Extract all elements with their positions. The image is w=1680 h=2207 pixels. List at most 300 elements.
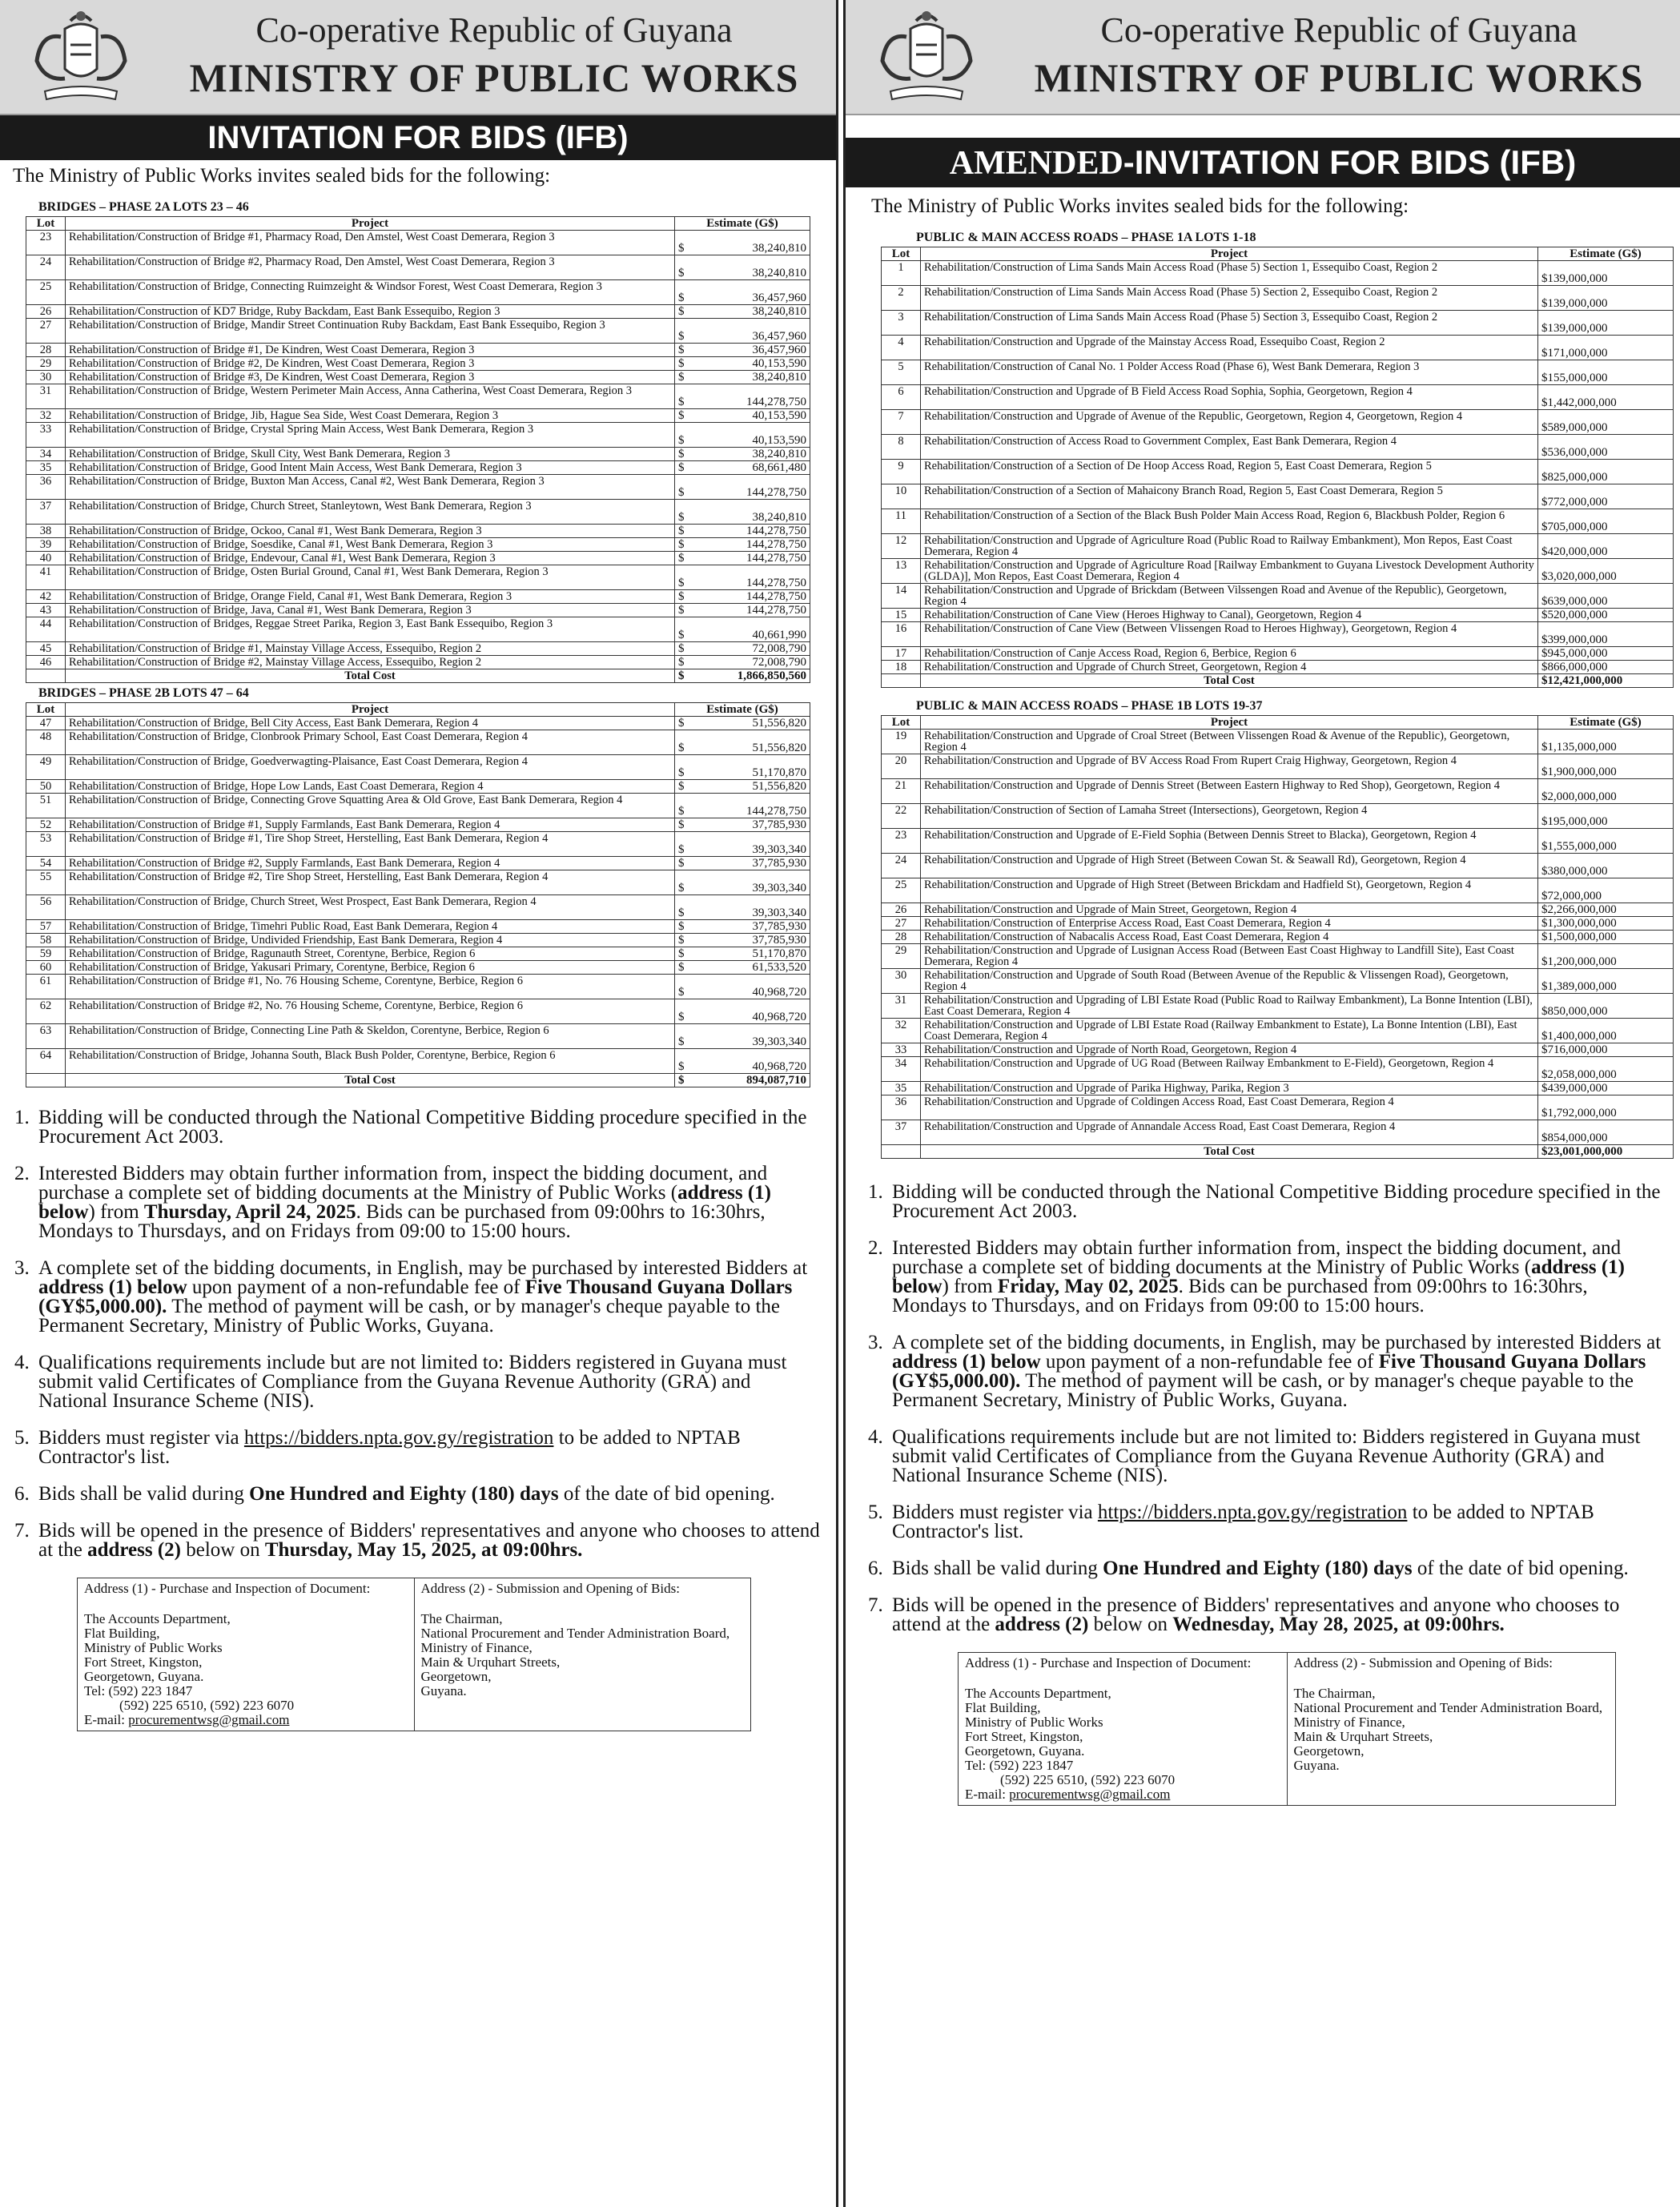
currency-symbol: $ xyxy=(678,882,685,894)
estimate-amount: $171,000,000 xyxy=(1541,347,1608,360)
lot-number: 9 xyxy=(882,460,921,484)
estimate-cell xyxy=(1538,878,1674,903)
note-text-part: below on xyxy=(181,1539,265,1561)
currency-symbol: $ xyxy=(678,1074,685,1087)
currency-symbol: $ xyxy=(678,305,685,318)
estimate-cell xyxy=(1538,969,1674,994)
currency-symbol: $ xyxy=(678,656,685,669)
project-description: Rehabilitation/Construction of Bridge, Crystal Spring Main Access, West Bank Demerara, Region 3 xyxy=(66,423,675,448)
estimate-cell xyxy=(675,384,810,409)
estimate-amount: $1,135,000,000 xyxy=(1541,741,1617,754)
table-row xyxy=(882,903,1674,917)
note-3 xyxy=(868,1333,1664,1410)
lot-number: 33 xyxy=(882,1043,921,1057)
estimate-cell xyxy=(675,818,810,832)
estimate-cell xyxy=(675,305,810,319)
coat-of-arms-icon xyxy=(866,5,987,109)
estimate-amount: 38,240,810 xyxy=(752,305,806,318)
table-row xyxy=(26,305,810,319)
lot-number: 24 xyxy=(882,854,921,878)
estimate-amount: $589,000,000 xyxy=(1541,421,1608,434)
currency-symbol: $ xyxy=(678,947,685,960)
table-row xyxy=(882,917,1674,931)
table-row xyxy=(26,730,810,755)
note-text-part: Interested Bidders may obtain further information from, inspect the bidding document, and purchase a complete set of bidding documents at the Ministry of Public Works ( xyxy=(38,1163,768,1204)
estimate-cell xyxy=(675,475,810,500)
project-description: Rehabilitation/Construction of Bridge, Johanna South, Black Bush Polder, Corentyne, Berbice, Region 6 xyxy=(66,1049,675,1074)
total-cell xyxy=(675,1074,810,1087)
lot-number: 28 xyxy=(882,931,921,944)
table-row xyxy=(26,565,810,590)
lot-number: 21 xyxy=(882,779,921,804)
estimate-amount: 37,785,930 xyxy=(752,818,806,831)
estimate-cell xyxy=(675,794,810,818)
estimate-cell xyxy=(1538,1082,1674,1095)
table-row xyxy=(26,617,810,642)
lot-number: 30 xyxy=(26,371,66,384)
table-row xyxy=(26,961,810,975)
lot-number: 51 xyxy=(26,794,66,818)
lot-number: 36 xyxy=(882,1095,921,1120)
estimate-cell xyxy=(675,717,810,730)
estimate-cell xyxy=(675,552,810,565)
currency-symbol: $ xyxy=(678,961,685,974)
project-description: Rehabilitation/Construction and Upgrade of Lusignan Access Road (Between East Coast Highway to Landfill Site), East Coast Demerara, Region 4 xyxy=(921,944,1538,969)
lot-number: 64 xyxy=(26,1049,66,1074)
project-description: Rehabilitation/Construction of Bridge #2, De Kindren, West Coast Demerara, Region 3 xyxy=(66,357,675,371)
address-2-title: Address (2) - Submission and Opening of Bids: xyxy=(420,1581,680,1596)
estimate-cell xyxy=(675,461,810,475)
registration-link[interactable]: https://bidders.npta.gov.gy/registration xyxy=(1097,1501,1408,1523)
table-row xyxy=(882,410,1674,435)
table-row xyxy=(882,584,1674,609)
estimate-cell xyxy=(1538,622,1674,647)
project-description: Rehabilitation/Construction of Bridge #1, Mainstay Village Access, Essequibo, Region 2 xyxy=(66,642,675,656)
lot-number: 22 xyxy=(882,804,921,829)
estimate-cell xyxy=(675,857,810,870)
note-text-part: . Bids can be purchased from 09:00hrs to 16:30hrs, Mondays to Thursdays, and on Fridays from 09:00 to 15:00 hours. xyxy=(892,1276,1588,1317)
table-row xyxy=(26,999,810,1024)
registration-link[interactable]: https://bidders.npta.gov.gy/registration xyxy=(243,1427,554,1449)
currency-symbol: $ xyxy=(678,242,685,255)
project-description: Rehabilitation/Construction and Upgrade of High Street (Between Brickdam and Hadfield St), Georgetown, Region 4 xyxy=(921,878,1538,903)
table-row xyxy=(882,311,1674,336)
project-description: Rehabilitation/Construction of Bridge, Western Perimeter Main Access, Anna Catherina, West Coast Demerara, Region 3 xyxy=(66,384,675,409)
note-6 xyxy=(868,1559,1664,1578)
phone-line: Tel: (592) 223 1847 xyxy=(965,1758,1074,1773)
estimate-amount: $380,000,000 xyxy=(1541,865,1608,878)
total-spacer xyxy=(26,1074,66,1087)
lot-number: 55 xyxy=(26,870,66,895)
note-4 xyxy=(868,1428,1664,1485)
total-row xyxy=(882,674,1674,688)
total-spacer xyxy=(26,669,66,683)
lot-number: 32 xyxy=(26,409,66,423)
project-description: Rehabilitation/Construction and Upgrade of LBI Estate Road (Railway Embankment to Estate), La Bonne Intention (LBI), East Coast Demerara, Region 4 xyxy=(921,1019,1538,1043)
estimate-cell xyxy=(1538,609,1674,622)
lot-number: 34 xyxy=(882,1057,921,1082)
table-row xyxy=(26,755,810,780)
estimate-cell xyxy=(675,870,810,895)
lot-number: 61 xyxy=(26,975,66,999)
lot-number: 59 xyxy=(26,947,66,961)
table-row xyxy=(26,538,810,552)
project-description: Rehabilitation/Construction of Bridge #1, Pharmacy Road, Den Amstel, West Coast Demerara, Region 3 xyxy=(66,231,675,255)
currency-symbol: $ xyxy=(678,934,685,947)
estimate-cell xyxy=(675,920,810,934)
validity-period: One Hundred and Eighty (180) days xyxy=(249,1483,559,1505)
estimate-amount: $536,000,000 xyxy=(1541,446,1608,459)
address-1 xyxy=(78,1578,414,1731)
currency-symbol: $ xyxy=(678,577,685,589)
total-label: Total Cost xyxy=(921,1145,1538,1159)
note-text-part: to be added to NPTAB Contractor's list. xyxy=(38,1427,741,1468)
note-text-part: ) from xyxy=(942,1276,998,1297)
table-row xyxy=(26,255,810,280)
opening-date: Thursday, May 15, 2025, at 09:00hrs. xyxy=(264,1539,583,1561)
project-description: Rehabilitation/Construction and Upgrade of Agriculture Road (Public Road to Railway Embankment), Mon Repos, East Coast Demerara, Region 4 xyxy=(921,534,1538,559)
note-number: 4. xyxy=(868,1426,883,1448)
project-description: Rehabilitation/Construction of Bridge, Orange Field, Canal #1, West Bank Demerara, Region 3 xyxy=(66,590,675,604)
project-description: Rehabilitation/Construction of Bridge, Yakusari Primary, Corentyne, Berbice, Region 6 xyxy=(66,961,675,975)
project-description: Rehabilitation/Construction of Cane View (Heroes Highway to Canal), Georgetown, Region 4 xyxy=(921,609,1538,622)
estimate-cell xyxy=(675,344,810,357)
currency-symbol: $ xyxy=(678,907,685,919)
lot-number: 49 xyxy=(26,755,66,780)
column-divider xyxy=(836,0,846,2207)
project-description: Rehabilitation/Construction of Bridge, Endevour, Canal #1, West Bank Demerara, Region 3 xyxy=(66,552,675,565)
lot-number: 50 xyxy=(26,780,66,794)
project-description: Rehabilitation/Construction of Bridges, Reggae Street Parika, Region 3, East Bank Essequibo, Region 3 xyxy=(66,617,675,642)
table-body xyxy=(882,261,1674,688)
lot-number: 31 xyxy=(882,994,921,1019)
project-description: Rehabilitation/Construction of Bridge, Connecting Grove Squatting Area & Old Grove, East Bank Demerara, Region 4 xyxy=(66,794,675,818)
estimate-amount: 36,457,960 xyxy=(752,291,806,304)
total-row xyxy=(26,669,810,683)
table-row xyxy=(882,385,1674,410)
coat-of-arms-icon xyxy=(21,5,141,109)
currency-symbol: $ xyxy=(678,267,685,279)
estimate-amount: $399,000,000 xyxy=(1541,633,1608,646)
table-row xyxy=(26,319,810,344)
estimate-cell xyxy=(675,409,810,423)
estimate-cell xyxy=(1538,917,1674,931)
currency-symbol: $ xyxy=(678,1011,685,1023)
lot-number: 48 xyxy=(26,730,66,755)
estimate-cell xyxy=(1538,854,1674,878)
estimate-cell xyxy=(1538,647,1674,661)
estimate-amount: 51,170,870 xyxy=(752,947,806,960)
project-description: Rehabilitation/Construction and Upgrade of Avenue of the Republic, Georgetown, Region 4, Georgetown, Region 4 xyxy=(921,410,1538,435)
estimate-amount: $1,389,000,000 xyxy=(1541,980,1617,993)
estimate-amount: $139,000,000 xyxy=(1541,272,1608,285)
republic-name: Co-operative Republic of Guyana xyxy=(255,10,733,50)
note-number: 4. xyxy=(14,1352,30,1373)
left-advertisement xyxy=(0,0,836,2207)
estimate-cell xyxy=(675,975,810,999)
project-description: Rehabilitation/Construction of Bridge, Undivided Friendship, East Bank Demerara, Region 4 xyxy=(66,934,675,947)
project-description: Rehabilitation/Construction of Bridge, Skull City, West Bank Demerara, Region 3 xyxy=(66,448,675,461)
currency-symbol: $ xyxy=(678,409,685,422)
lot-number: 23 xyxy=(882,829,921,854)
lot-number: 35 xyxy=(882,1082,921,1095)
estimate-cell xyxy=(1538,754,1674,779)
lot-number: 25 xyxy=(882,878,921,903)
estimate-cell xyxy=(1538,534,1674,559)
lot-number: 11 xyxy=(882,509,921,534)
project-description: Rehabilitation/Construction and Upgrade of Church Street, Georgetown, Region 4 xyxy=(921,661,1538,674)
email-link[interactable]: procurementwsg@gmail.com xyxy=(1009,1787,1171,1802)
note-text-part: Interested Bidders may obtain further information from, inspect the bidding document, and purchase a complete set of bidding documents at the Ministry of Public Works ( xyxy=(892,1237,1622,1278)
note-text-part: upon payment of a non-refundable fee of xyxy=(187,1276,525,1298)
estimate-cell xyxy=(1538,779,1674,804)
note-number: 3. xyxy=(14,1257,30,1279)
project-description: Rehabilitation/Construction of Bridge, Good Intent Main Access, West Bank Demerara, Region 3 xyxy=(66,461,675,475)
table-body xyxy=(26,231,810,683)
currency-symbol: $ xyxy=(678,344,685,356)
address-2 xyxy=(1287,1653,1616,1805)
lot-number: 54 xyxy=(26,857,66,870)
estimate-cell xyxy=(675,832,810,857)
note-4 xyxy=(14,1353,822,1411)
lot-number: 27 xyxy=(26,319,66,344)
estimate-cell xyxy=(675,538,810,552)
total-amount: $23,001,000,000 xyxy=(1541,1145,1623,1158)
column-header-estimate: Estimate (G$) xyxy=(1538,716,1674,730)
lot-number: 57 xyxy=(26,920,66,934)
table-row xyxy=(882,829,1674,854)
note-bold-text: address (1) below xyxy=(892,1351,1041,1373)
column-header-lot: Lot xyxy=(882,247,921,261)
project-description: Rehabilitation/Construction of Lima Sands Main Access Road (Phase 5) Section 1, Essequibo Coast, Region 2 xyxy=(921,261,1538,286)
project-description: Rehabilitation/Construction of Bridge, Soesdike, Canal #1, West Bank Demerara, Region 3 xyxy=(66,538,675,552)
estimate-cell xyxy=(1538,804,1674,829)
address-box xyxy=(77,1578,751,1731)
estimate-amount: $139,000,000 xyxy=(1541,322,1608,335)
lot-number: 26 xyxy=(882,903,921,917)
address-line: Ministry of Public Works xyxy=(84,1640,223,1655)
note-number: 1. xyxy=(868,1181,883,1203)
estimate-cell xyxy=(1538,385,1674,410)
currency-symbol: $ xyxy=(678,766,685,779)
lot-number: 53 xyxy=(26,832,66,857)
total-amount: $12,421,000,000 xyxy=(1541,674,1623,687)
project-description: Rehabilitation/Construction and Upgrade of North Road, Georgetown, Region 4 xyxy=(921,1043,1538,1057)
table-row xyxy=(882,854,1674,878)
note-text-part: The method of payment will be cash, or by manager's cheque payable to the Permanent Secretary, Ministry of Public Works, Guyana. xyxy=(892,1370,1634,1411)
table-row xyxy=(882,261,1674,286)
project-description: Rehabilitation/Construction of Section of Lamaha Street (Intersections), Georgetown, Region 4 xyxy=(921,804,1538,829)
estimate-cell xyxy=(1538,1120,1674,1145)
estimate-amount: 38,240,810 xyxy=(752,267,806,279)
estimate-amount: 37,785,930 xyxy=(752,857,806,870)
note-number: 3. xyxy=(868,1332,883,1353)
estimate-amount: 38,240,810 xyxy=(752,448,806,460)
lot-number: 7 xyxy=(882,410,921,435)
table-row xyxy=(26,423,810,448)
note-text-part: Bidders must register via xyxy=(892,1501,1098,1523)
project-description: Rehabilitation/Construction of a Section of Mahaicony Branch Road, Region 5, East Coast Demerara, Region 5 xyxy=(921,484,1538,509)
table-row xyxy=(26,717,810,730)
lot-number: 8 xyxy=(882,435,921,460)
estimate-cell xyxy=(1538,559,1674,584)
opening-date: Wednesday, May 28, 2025, at 09:00hrs. xyxy=(1172,1614,1505,1635)
intro-text: The Ministry of Public Works invites sealed bids for the following: xyxy=(13,165,551,187)
address-1-title: Address (1) - Purchase and Inspection of Document: xyxy=(84,1581,371,1596)
table-row xyxy=(882,360,1674,385)
note-number: 6. xyxy=(868,1558,883,1579)
table-row xyxy=(882,931,1674,944)
note-number: 2. xyxy=(868,1237,883,1259)
estimate-cell xyxy=(675,565,810,590)
estimate-cell xyxy=(1538,730,1674,754)
estimate-amount: $945,000,000 xyxy=(1541,647,1608,660)
currency-symbol: $ xyxy=(678,1035,685,1048)
note-text-part: of the date of bid opening. xyxy=(1412,1558,1629,1579)
project-description: Rehabilitation/Construction of Bridge, Goedverwagting-Plaisance, East Coast Demerara, Region 4 xyxy=(66,755,675,780)
lot-number: 43 xyxy=(26,604,66,617)
note-5 xyxy=(868,1503,1664,1542)
estimate-amount: 40,968,720 xyxy=(752,1011,806,1023)
estimate-cell xyxy=(675,231,810,255)
note-text-part: The method of payment will be cash, or by manager's cheque payable to the Permanent Secretary, Ministry of Public Works, Guyana. xyxy=(38,1296,781,1337)
project-description: Rehabilitation/Construction of Bridge #1, Supply Farmlands, East Bank Demerara, Region 4 xyxy=(66,818,675,832)
lot-number: 41 xyxy=(26,565,66,590)
table-row xyxy=(26,656,810,669)
table-row xyxy=(882,878,1674,903)
note-text xyxy=(38,1429,822,1467)
total-label: Total Cost xyxy=(921,674,1538,688)
estimate-amount: $195,000,000 xyxy=(1541,815,1608,828)
total-label: Total Cost xyxy=(66,669,675,683)
estimate-amount: 51,170,870 xyxy=(752,766,806,779)
lot-number: 37 xyxy=(26,500,66,525)
table-row xyxy=(882,559,1674,584)
table-row xyxy=(882,484,1674,509)
table-row xyxy=(26,475,810,500)
lot-number: 23 xyxy=(26,231,66,255)
currency-symbol: $ xyxy=(678,552,685,565)
estimate-amount: $639,000,000 xyxy=(1541,595,1608,608)
table-row xyxy=(882,460,1674,484)
estimate-amount: $716,000,000 xyxy=(1541,1043,1608,1056)
email-line xyxy=(965,1787,1280,1802)
estimate-amount: $439,000,000 xyxy=(1541,1082,1608,1095)
estimate-cell xyxy=(675,999,810,1024)
project-description: Rehabilitation/Construction and Upgrade of B Field Access Road Sophia, Sophia, Georgetown, Region 4 xyxy=(921,385,1538,410)
table-row xyxy=(882,509,1674,534)
header-banner xyxy=(0,0,836,115)
note-text xyxy=(38,1259,822,1336)
lot-number: 20 xyxy=(882,754,921,779)
column-header-project: Project xyxy=(66,703,675,717)
lot-number: 30 xyxy=(882,969,921,994)
email-link[interactable]: procurementwsg@gmail.com xyxy=(128,1712,290,1727)
ministry-name: MINISTRY OF PUBLIC WORKS xyxy=(1034,55,1644,100)
lot-number: 27 xyxy=(882,917,921,931)
table-row xyxy=(26,780,810,794)
note-text xyxy=(892,1503,1664,1542)
estimate-cell xyxy=(1538,931,1674,944)
estimate-cell xyxy=(675,656,810,669)
estimate-cell xyxy=(1538,484,1674,509)
estimate-amount: $866,000,000 xyxy=(1541,661,1608,673)
estimate-cell xyxy=(675,961,810,975)
table-row xyxy=(26,832,810,857)
table-row xyxy=(882,994,1674,1019)
estimate-amount: 38,240,810 xyxy=(752,371,806,384)
note-text xyxy=(38,1164,822,1241)
estimate-cell xyxy=(675,780,810,794)
project-description: Rehabilitation/Construction of Bridge #3, De Kindren, West Coast Demerara, Region 3 xyxy=(66,371,675,384)
note-text-part: Bids shall be valid during xyxy=(38,1483,250,1505)
project-description: Rehabilitation/Construction of a Section of De Hoop Access Road, Region 5, East Coast Demerara, Region 5 xyxy=(921,460,1538,484)
email-line xyxy=(84,1713,408,1727)
project-description: Rehabilitation/Construction and Upgrade of Dennis Street (Between Eastern Highway to Red Shop), Georgetown, Region 4 xyxy=(921,779,1538,804)
estimate-cell xyxy=(1538,410,1674,435)
right-advertisement xyxy=(846,0,1680,2207)
estimate-cell xyxy=(1538,1043,1674,1057)
lot-number: 18 xyxy=(882,661,921,674)
note-bold-text: address (2) xyxy=(87,1539,182,1561)
project-description: Rehabilitation/Construction of Bridge, Java, Canal #1, West Bank Demerara, Region 3 xyxy=(66,604,675,617)
estimate-cell xyxy=(675,604,810,617)
project-description: Rehabilitation/Construction of Bridge #2, Tire Shop Street, Herstelling, East Bank Demerara, Region 4 xyxy=(66,870,675,895)
note-text-part: to be added to NPTAB Contractor's list. xyxy=(892,1501,1594,1542)
column-header-project: Project xyxy=(921,716,1538,730)
note-bold-text: address (1) below xyxy=(38,1276,187,1298)
note-text-part: ) from xyxy=(88,1201,144,1223)
note-2 xyxy=(14,1164,822,1241)
estimate-cell xyxy=(1538,1019,1674,1043)
estimate-amount: 144,278,750 xyxy=(746,604,806,617)
currency-symbol: $ xyxy=(678,604,685,617)
estimate-amount: 39,303,340 xyxy=(752,882,806,894)
estimate-amount: $2,000,000,000 xyxy=(1541,790,1617,803)
project-description: Rehabilitation/Construction of a Section of the Black Bush Polder Main Access Road, Region 6, Blackbush Polder, Region 6 xyxy=(921,509,1538,534)
project-description: Rehabilitation/Construction of Bridge, Church Street, West Prospect, East Bank Demerara, Region 4 xyxy=(66,895,675,920)
address-line: Georgetown, Guyana. xyxy=(84,1669,204,1684)
project-description: Rehabilitation/Construction of Nabacalis Access Road, East Coast Demerara, Region 4 xyxy=(921,931,1538,944)
table-row xyxy=(26,857,810,870)
estimate-cell xyxy=(1538,286,1674,311)
ifb-title-text: -INVITATION FOR BIDS (IFB) xyxy=(1123,143,1577,181)
estimate-cell xyxy=(675,730,810,755)
table-row xyxy=(882,534,1674,559)
total-cell xyxy=(675,669,810,683)
lot-number: 62 xyxy=(26,999,66,1024)
currency-symbol: $ xyxy=(678,1060,685,1073)
currency-symbol: $ xyxy=(678,486,685,499)
note-7 xyxy=(868,1596,1664,1634)
table-row xyxy=(882,779,1674,804)
estimate-cell xyxy=(1538,903,1674,917)
lot-number: 28 xyxy=(26,344,66,357)
lot-number: 38 xyxy=(26,525,66,538)
address-line: National Procurement and Tender Administration Board, xyxy=(1293,1700,1603,1715)
lot-number: 2 xyxy=(882,286,921,311)
estimate-amount: 72,008,790 xyxy=(752,656,806,669)
project-description: Rehabilitation/Construction of Canje Access Road, Region 6, Berbice, Region 6 xyxy=(921,647,1538,661)
lot-number: 46 xyxy=(26,656,66,669)
estimate-amount: 144,278,750 xyxy=(746,538,806,551)
project-description: Rehabilitation/Construction and Upgrade of Coldingen Access Road, East Coast Demerara, Region 4 xyxy=(921,1095,1538,1120)
intro-text: The Ministry of Public Works invites sealed bids for the following: xyxy=(871,195,1409,217)
table-row xyxy=(26,934,810,947)
project-description: Rehabilitation/Construction of Bridge, Church Street, Stanleytown, West Bank Demerara, Region 3 xyxy=(66,500,675,525)
estimate-amount: 36,457,960 xyxy=(752,344,806,356)
lot-number: 5 xyxy=(882,360,921,385)
